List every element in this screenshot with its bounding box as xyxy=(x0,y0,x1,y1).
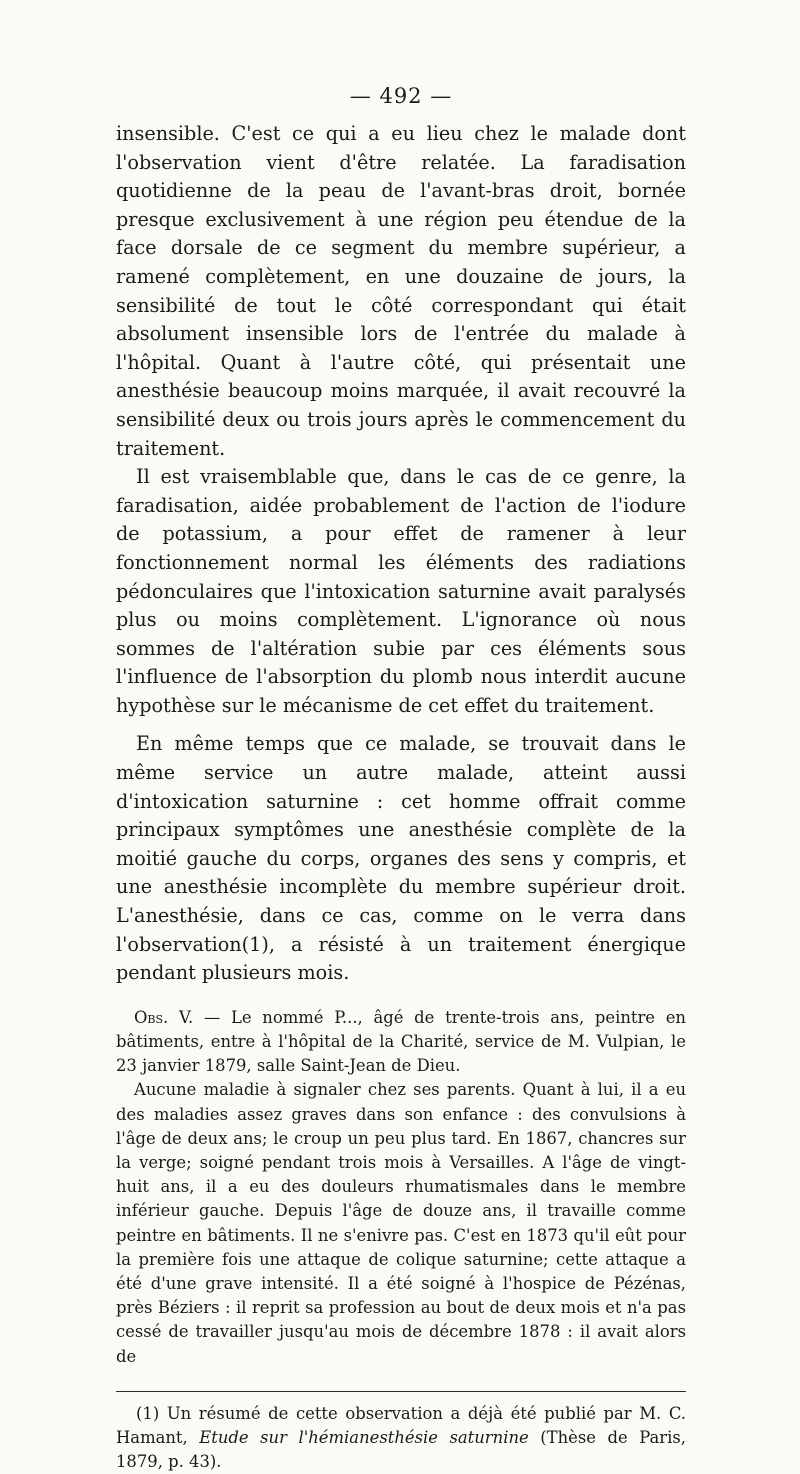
observation-intro xyxy=(116,1006,686,1079)
main-text xyxy=(116,120,686,988)
observation-body: Aucune maladie à signaler chez ses parents. Quant à lui, il a eu des maladies assez graves dans son enfance : des convulsions à l'âge de deux ans; le croup un peu plus tard. En 1867, chancres sur la verge; soigné pendant trois mois à Versailles. A l'âge de vingt-huit ans, il a eu des douleurs rhumatismales dans le membre inférieur gauche. Depuis l'âge de douze ans, il travaille comme peintre en bâtiments. Il ne s'enivre pas. C'est en 1873 qu'il eût pour la première fois une attaque de colique saturnine; cette attaque a été d'une grave intensité. Il a été soigné à l'hospice de Pézénas, près Béziers : il reprit sa profession au bout de deux mois et n'a pas cessé de travailler jusqu'au mois de décembre 1878 : il avait alors de xyxy=(116,1080,686,1366)
footnote-text: (1) Un résumé de cette observation a déjà été publié par M. C. Hamant, xyxy=(116,1403,686,1447)
footnote-source: (Thèse de Paris, 1879, p. 43). xyxy=(116,1427,687,1471)
observation-section xyxy=(116,1006,686,1369)
paragraph-2: Il est vraisemblable que, dans le cas de ce genre, la faradisation, aidée probablement de l'action de l'iodure de potassium, a pour effet de ramener à leur fonctionnement normal les éléments des radiations pédonculaires que l'intoxication saturnine avait paralysés plus ou moins complètement. L'ignorance où nous sommes de l'altération subie par ces éléments sous l'influence de l'absorption du plomb nous interdit aucune hypothèse sur le mécanisme de cet effet du traitement. xyxy=(116,465,686,717)
book-page xyxy=(116,84,686,1474)
footnote xyxy=(116,1402,686,1474)
observation-intro-text: — Le nommé P..., âgé de trente-trois ans, peintre en bâtiments, entre à l'hôpital de la Charité, service de M. Vulpian, le 23 janvier 1879, salle Saint-Jean de Dieu. xyxy=(116,1007,686,1076)
paragraph-3: En même temps que ce malade, se trouvait dans le même service un autre malade, atteint aussi d'intoxication saturnine : cet homme offrait comme principaux symptômes une anesthésie complète de la moitié gauche du corps, organes des sens y compris, et une anesthésie incomplète du membre supérieur droit. L'anesthésie, dans ce cas, comme on le verra dans l'observation(1), a résisté à un traitement énergique pendant plusieurs mois. xyxy=(116,732,686,985)
observation-label: Obs. V. xyxy=(134,1007,194,1027)
footnote-title: Etude sur l'hémianesthésie saturnine xyxy=(199,1427,529,1447)
footnote-divider xyxy=(116,1391,686,1392)
paragraph-1: insensible. C'est ce qui a eu lieu chez le malade dont l'observation vient d'être relatée. La faradisation quotidienne de la peau de l'avant-bras droit, bornée presque exclusivement à une région peu étendue de la face dorsale de ce segment du membre supérieur, a ramené complètement, en une douzaine de jours, la sensibilité de tout le côté correspondant qui était absolument insensible lors de l'entrée du malade à l'hôpital. Quant à l'autre côté, qui présentait une anesthésie beaucoup moins marquée, il avait recouvré la sensibilité deux ou trois jours après le commencement du traitement. xyxy=(116,122,686,460)
page-number: — 492 — xyxy=(349,84,453,108)
